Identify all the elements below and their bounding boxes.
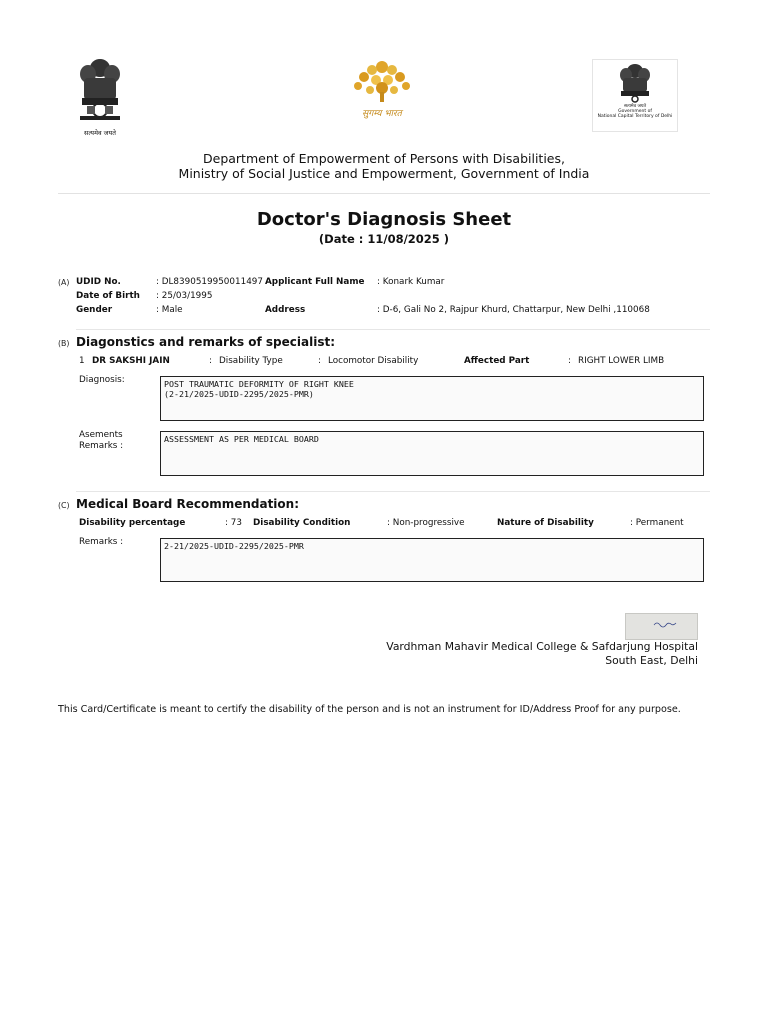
diagnosis-label: Diagnosis: — [79, 375, 125, 385]
ashoka-emblem-icon — [74, 58, 126, 124]
section-a-divider — [76, 329, 710, 330]
section-c-heading: Medical Board Recommendation: — [76, 497, 300, 511]
disclaimer-note: This Card/Certificate is meant to certify the disability of the person and is not an instrument for ID/Address Proof for any purpose. — [58, 704, 681, 715]
specialist-name: DR SAKSHI JAIN — [92, 356, 170, 366]
dob-label: Date of Birth — [76, 291, 140, 301]
national-emblem-logo — [74, 58, 126, 137]
disability-percentage-label: Disability percentage — [79, 518, 186, 528]
affected-part-colon: : — [568, 356, 571, 366]
delhi-caption-line1: Government of — [618, 109, 652, 114]
assessment-label-line1: Asements — [79, 430, 123, 440]
section-b-heading: Diagonstics and remarks of specialist: — [76, 335, 336, 349]
specialist-name-colon: : — [209, 356, 212, 366]
section-b-marker: (B) — [58, 339, 70, 348]
sugamya-bharat-caption: सुगम्य भारत — [362, 109, 402, 119]
assessment-label-line2: Remarks : — [79, 441, 124, 451]
gender-value: : Male — [156, 305, 183, 315]
address-value: : D-6, Gali No 2, Rajpur Khurd, Chattarpur, New Delhi ,110068 — [377, 305, 650, 315]
applicant-name-value: : Konark Kumar — [377, 277, 445, 287]
affected-part-value: RIGHT LOWER LIMB — [578, 356, 665, 366]
board-remarks-label: Remarks : — [79, 537, 124, 547]
applicant-name-label: Applicant Full Name — [265, 277, 365, 287]
disability-type-value: Locomotor Disability — [328, 356, 419, 366]
emblem-motto: सत्यमेव जयते — [84, 129, 116, 137]
hospital-name: Vardhman Mahavir Medical College & Safdarjung Hospital — [386, 640, 698, 653]
signature-scribble-icon — [626, 614, 699, 641]
section-a-marker: (A) — [58, 278, 70, 287]
delhi-government-logo — [592, 59, 678, 132]
hospital-location: South East, Delhi — [605, 654, 698, 667]
document-date: (Date : 11/08/2025 ) — [318, 232, 450, 246]
specialist-row-number: 1 — [79, 356, 85, 366]
assessment-remarks-box: ASSESSMENT AS PER MEDICAL BOARD — [160, 431, 704, 476]
board-remarks-box: 2-21/2025-UDID-2295/2025-PMR — [160, 538, 704, 582]
signature-image — [625, 613, 698, 640]
sugamya-bharat-icon — [346, 58, 418, 106]
delhi-emblem-motto: सत्यमेव जयते — [623, 104, 647, 109]
header-divider — [58, 193, 710, 194]
sugamya-bharat-logo — [346, 58, 418, 122]
disability-type-label: Disability Type — [219, 356, 283, 366]
disability-condition-value: : Non-progressive — [387, 518, 465, 528]
udid-label: UDID No. — [76, 277, 121, 287]
delhi-caption-line2: National Capital Territory of Delhi — [597, 114, 673, 119]
disability-condition-label: Disability Condition — [253, 518, 351, 528]
delhi-emblem-icon — [615, 63, 655, 103]
address-label: Address — [265, 305, 306, 315]
department-line-2: Ministry of Social Justice and Empowerment, Government of India — [178, 166, 590, 181]
document-title: Doctor's Diagnosis Sheet — [256, 209, 512, 230]
section-b-divider — [76, 491, 710, 492]
section-c-marker: (C) — [58, 501, 70, 510]
affected-part-label: Affected Part — [464, 356, 530, 366]
disability-type-colon: : — [318, 356, 321, 366]
dob-value: : 25/03/1995 — [156, 291, 213, 301]
nature-of-disability-label: Nature of Disability — [497, 518, 594, 528]
gender-label: Gender — [76, 305, 113, 315]
department-line-1: Department of Empowerment of Persons with Disabilities, — [203, 151, 565, 166]
disability-percentage-value: : 73 — [225, 518, 242, 528]
diagnosis-box: POST TRAUMATIC DEFORMITY OF RIGHT KNEE (2-21/2025-UDID-2295/2025-PMR) — [160, 376, 704, 421]
udid-value: : DL8390519950011497 — [156, 277, 263, 287]
nature-of-disability-value: : Permanent — [630, 518, 684, 528]
